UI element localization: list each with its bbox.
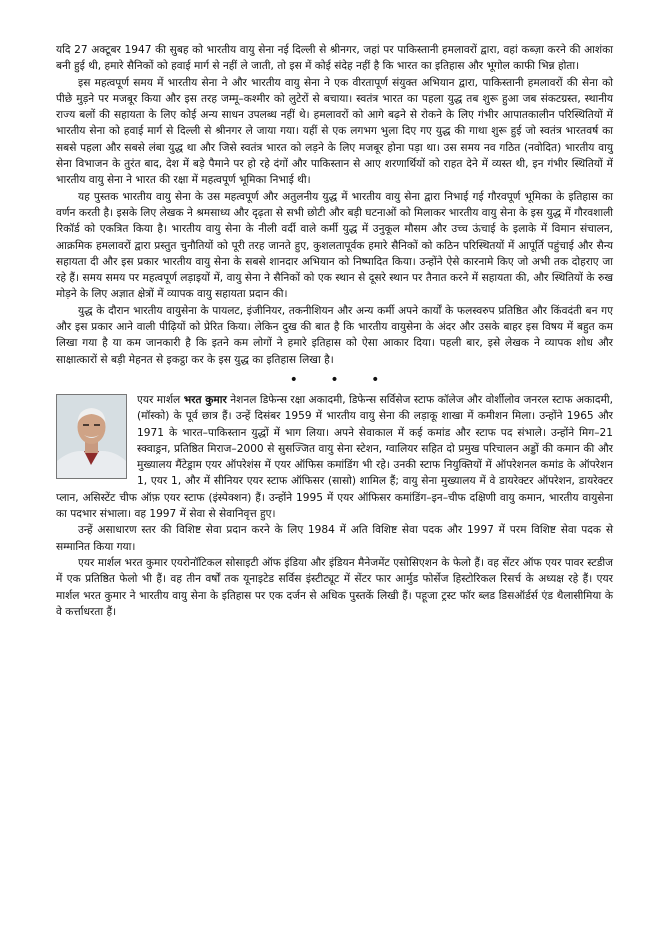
bio-intro-prefix: एयर मार्शल (137, 393, 184, 406)
author-name: भरत कुमार (183, 393, 227, 406)
bio-paragraph-1 (56, 392, 613, 522)
author-bio (56, 392, 613, 620)
paragraph-2: इस महत्वपूर्ण समय में भारतीय सेना ने और भारतीय वायु सेना ने एक वीरतापूर्ण संयुक्त अभियान द्वारा, पाकिस्तानी हमलावरों की सेना को पीछे मुड़ने पर मजबूर किया और इस तरह जम्मू–कश्मीर को लुटेरों से बचाया। स्वतंत्र भारत का पहला युद्ध तब शुरू हुआ जब संकटग्रस्त, स्थानीय राज्य बलों की सहायता के लिए कोई अन्य साधन उपलब्ध नहीं थे। हमलावरों को आगे बढ़ने से रोकने के लिए गंभीर आपातकालीन परिस्थितियों में भारतीय सेना को हवाई मार्ग से दिल्ली से श्रीनगर ले जाया गया। यहीं से एक लगभग भुला दिए गए युद्ध की गाथा शुरू हुई जो स्वतंत्र भारतवर्ष का सबसे पहला और सबसे लंबा युद्ध था और जिसे स्वतंत्र भारत को लड़ने के लिए मजबूर होना पड़ा था। उस समय नव गठित (नवोदित) भारतीय वायु सेना विभाजन के तुरंत बाद, देश में बड़े पैमाने पर हो रहे दंगों और पाकिस्तान से आए शरणार्थियों को राहत देने में व्यस्त थी, इन गंभीर स्थितियों में भारतीय वायु सेना ने भारत की रक्षा में महत्वपूर्ण भूमिका निभाई थी। (56, 76, 613, 187)
paragraph-3: यह पुस्तक भारतीय वायु सेना के उस महत्वपूर्ण और अतुलनीय युद्ध में भारतीय वायु सेना द्वारा निभाई गई गौरवपूर्ण भूमिका के इतिहास का वर्णन करती है। इसके लिए लेखक ने श्रमसाध्य और दृढ़ता से सभी छोटी और बड़ी घटनाओं को मिलाकर भारतीय वायु सेना के इस युद्ध में गौरवशाली रिकॉर्ड को एकत्रित किया है। भारतीय वायु सेना के नीली वर्दी वाले कर्मी युद्ध में उनुकूल मौसम और उच्च ऊंचाई के इलाके में विमान संचालन, आक्रमिक हमलावरों द्वारा प्रस्तुत चुनौतियों को पूरी तरह जानते हुए, कुशलतापूर्वक हमारे सैनिकों को कठिन परिस्थितयों में आपूर्ति पहुंचाई और सैन्य सहायता दी और इस प्रकार भारतीय वायु सेना के सबसे शानदार अभियान को निष्पादित किया। उन्होंने ऐसे कारनामे किए जो अभी तक दोहराए जा रहे हैं। समय समय पर महत्वपूर्ण लड़ाइयों में, वायु सेना ने सैनिकों को एक स्थान से दूसरे स्थान पर तैनात करने में सहायता की, और स्थितियों के रुख मोड़ने के लिए अज्ञात क्षेत्रों में व्यापक वायु सहायता प्रदान की। (56, 190, 613, 301)
section-separator: • • • (289, 371, 394, 388)
bio-paragraph-1-text: नेशनल डिफेन्स रक्षा अकादमी, डिफेन्स सर्विसेज स्टाफ कॉलेज और वोर्शीलोव जनरल स्टाफ अकादमी, (मॉस्को) के पूर्व छात्र हैं। उन्हें दिसंबर 1959 में भारतीय वायु सेना की लड़ाकू शाखा में कमीशन मिला। उन्होंने 1965 और 1971 के भारत–पाकिस्तान युद्धों में भाग लिया। अपने सेवाकाल में कई कमांड और स्टाफ पद संभाले। उन्होंने मिग–21 स्क्वाड्रन, प्रतिष्ठित मिराज–2000 से सुसज्जित वायु सेना स्टेशन, ग्वालियर सहित दो प्रमुख परिचालन अड्डों की कमान की और मुख्यालय मैंटेड्राम एयर ऑपरेशंस में एयर ऑफिस कमांडिंग भी रहे। उनकी स्टाफ नियुक्तियों में ऑपरेशनल कमांड के ऑपरेशन 1, एयर 1, और में सीनियर एयर स्टाफ ऑफिसर (सासो) शामिल हैं; वायु सेना मुख्यालय में वे डायरेक्टर ऑपरेशन, डायरेक्टर प्लान, असिस्टेंट चीफ ऑफ़ एयर स्टाफ (इंस्पेक्शन) हैं। उन्होंने 1995 में एयर ऑफिसर कमांडिंग–इन–चीफ दक्षिणी वायु कमान, भारतीय वायुसेना का पदभार संभाला। वह 1997 में सेवा से सेवानिवृत्त हुए। (56, 393, 613, 521)
bio-paragraph-2: उन्हें असाधारण स्तर की विशिष्ट सेवा प्रदान करने के लिए 1984 में अति विशिष्ट सेवा पदक और 1997 में परम विशिष्ट सेवा पदक से सम्मानित किया गया। (56, 524, 613, 553)
paragraph-4: युद्ध के दौरान भारतीय वायुसेना के पायलट, इंजीनियर, तकनीशियन और अन्य कर्मी अपने कार्यों के फलस्वरुप प्रतिष्ठित और किंवदंती बन गए और इस प्रकार आने वाली पीढ़ियों को प्रेरित किया। लेकिन दुख की बात है कि भारतीय वायुसेना के अंदर और उसके बाहर इस विषय में बहुत कम लिखा गया है या कम जानकारी है कि इतने कम लोगों ने हमारे इतिहास को ऐसा आकार दिया। पहली बार, इसे लेखक ने व्यापक शोध और साक्षात्कारों से बड़ी मेहनत से इकट्ठा कर के इस युद्ध का इतिहास लिखा है। (56, 304, 613, 366)
author-portrait-icon (56, 394, 127, 479)
bio-paragraph-3: एयर मार्शल भरत कुमार एयरोनॉटिकल सोसाइटी ऑफ इंडिया और इंडियन मैनेजमेंट एसोसिएशन के फेलो हैं। वह सेंटर ऑफ एयर पावर स्टडीज में एक प्रतिष्ठित फेलो भी हैं। वह तीन वर्षों तक यूनाइटेड सर्विस इंस्टीट्यूट में सेंटर फार आर्मुड फोर्सेज हिस्टोरिकल रिसर्च के अध्यक्ष रहे हैं। एयर मार्शल भरत कुमार ने भारतीय वायु सेना के इतिहास पर एक दर्जन से अधिक पुस्तकें लिखी हैं। पहूजा ट्रस्ट फॉर ब्लड डिसऑर्डर्स एंड थैलासीमिया के वे कर्त्ताधरता हैं। (56, 556, 613, 618)
paragraph-1: यदि 27 अक्टूबर 1947 की सुबह को भारतीय वायु सेना नई दिल्ली से श्रीनगर, जहां पर पाकिस्तानी हमलावरों द्वारा, वहां कब्ज़ा करने की आशंका बनी हुई थी, हमारे सैनिकों को हवाई मार्ग से नहीं ले जाती, तो इस में कोई संदेह नहीं है कि भारत का इतिहास और भूगोल काफी भिन्न होता। (56, 44, 613, 73)
